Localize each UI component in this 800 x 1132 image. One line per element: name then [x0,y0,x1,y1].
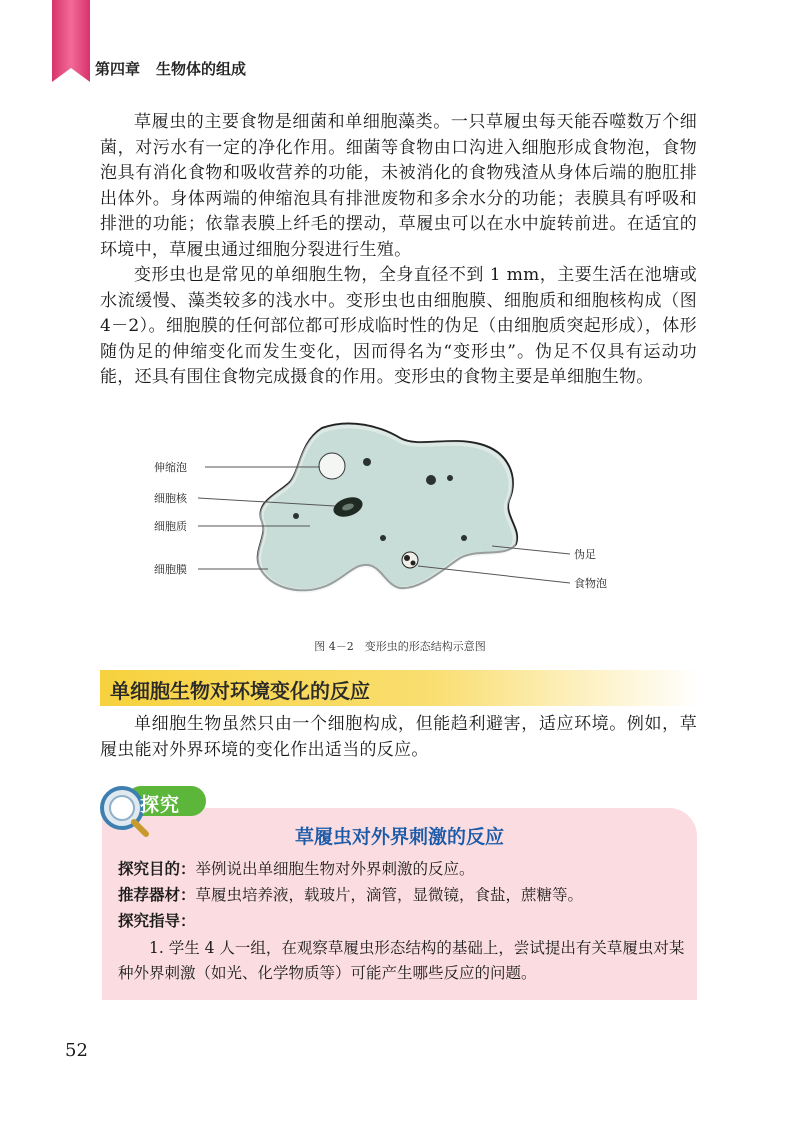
paragraph-amoeba: 变形虫也是常见的单细胞生物，全身直径不到 1 mm，主要生活在池塘或水流缓慢、藻类较多的浅水中。变形虫也由细胞膜、细胞质和细胞核构成（图 4－2）。细胞膜的任何部位都可形成临时性的伪足（由细胞质突起形成），体形随伪足的伸缩变化而发生变化，因而得名为“变形虫”。伪足不仅具有运动功能，还具有围住食物完成摄食的作用。变形虫的食物主要是单细胞生物。 [100,265,697,387]
inquiry-title: 草履虫对外界刺激的反应 [294,826,504,848]
amoeba-diagram [150,418,650,608]
paragraph-response: 单细胞生物虽然只由一个细胞构成，但能趋利避害，适应环境。例如，草履虫能对外界环境的变化作出适当的反应。 [100,714,697,760]
inquiry-guide [118,910,688,932]
chapter-label: 第四章 [95,60,141,78]
page-number: 52 [65,1040,88,1061]
section-title: 单细胞生物对环境变化的反应 [110,679,370,703]
chapter-heading [95,58,246,79]
inquiry-materials [118,884,688,906]
label-contractile-vacuole: 伸缩泡 [154,461,187,474]
label-cytoplasm: 细胞质 [154,520,187,533]
materials-label: 推荐器材： [118,886,196,904]
section-heading-bar [100,670,700,706]
materials-text: 草履虫培养液，载玻片，滴管，显微镜，食盐，蔗糖等。 [195,886,584,904]
contractile-vacuole-shape [319,453,345,479]
inquiry-purpose [118,858,688,880]
paragraph-paramecium: 草履虫的主要食物是细菌和单细胞藻类。一只草履虫每天能吞噬数万个细菌，对污水有一定的净化作用。细菌等食物由口沟进入细胞形成食物泡，食物泡具有消化食物和吸收营养的功能，未被消化的食物残渣从身体后端的胞肛排出体外。身体两端的伸缩泡具有排泄废物和多余水分的功能；表膜具有呼吸和排泄的功能；依靠表膜上纤毛的摆动，草履虫可以在水中旋转前进。在适宜的环境中，草履虫通过细胞分裂进行生殖。 [100,112,697,260]
label-pseudopod: 伪足 [574,548,596,561]
guide-label: 探究指导： [118,912,196,930]
food-vacuole-shape [402,552,418,568]
label-membrane: 细胞膜 [154,563,187,576]
label-nucleus: 细胞核 [154,492,187,505]
inquiry-badge: 探究 [140,794,181,816]
chapter-title: 生物体的组成 [156,60,247,78]
label-food-vacuole: 食物泡 [574,577,607,590]
chapter-ribbon [52,0,90,82]
figure-caption: 图 4－2 变形虫的形态结构示意图 [314,640,486,653]
purpose-text: 举例说出单细胞生物对外界刺激的反应。 [195,860,475,878]
inquiry-step-1: 1. 学生 4 人一组，在观察草履虫形态结构的基础上，尝试提出有关草履虫对某种外界刺激（如光、化学物质等）可能产生哪些反应的问题。 [118,939,685,982]
purpose-label: 探究目的： [118,860,196,878]
